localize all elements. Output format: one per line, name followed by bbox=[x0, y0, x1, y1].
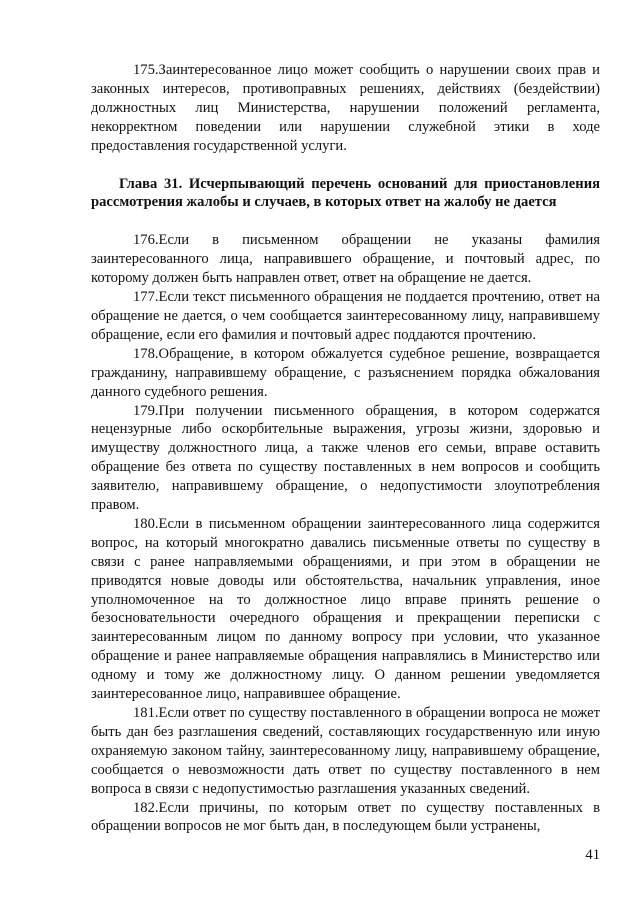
paragraph-177: 177.Если текст письменного обращения не поддается прочтению, ответ на обращение не дается, о чем сообщается заинтересованному лицу, направившему обращение, если его фамилия и почтовый адрес поддаются прочтению. bbox=[91, 289, 600, 343]
page-number: 41 bbox=[585, 847, 600, 863]
paragraph-176: 176.Если в письменном обращении не указаны фамилия заинтересованного лица, направившего обращение, и почтовый адрес, по которому должен быть направлен ответ, ответ на обращение не дается. bbox=[91, 232, 600, 287]
spacer bbox=[91, 212, 600, 231]
paragraph-182: 182.Если причины, по которым ответ по существу поставленных в обращении вопросов не мог быть дан, в последующем были устранены, bbox=[91, 799, 600, 835]
paragraph-181: 181.Если ответ по существу поставленного в обращении вопроса не может быть дан без разглашения сведений, составляющих государственную или иную охраняемую законом тайну, заинтересованному лицу, направившему обращение, сообщается о невозможности дать ответ по существу поставленного в нем вопроса в связи с недопустимостью разглашения указанных сведений. bbox=[91, 705, 600, 797]
paragraph-179: 179.При получении письменного обращения, в котором содержатся нецензурные либо оскорбительные выражения, угрозы жизни, здоровью и имуществу должностного лица, а также членов его семьи, вправе оставить обращение без ответа по существу поставленных в нем вопросов и сообщить заявителю, направившему обращение, о недопустимости злоупотребления правом. bbox=[91, 402, 600, 514]
paragraph-175: 175.Заинтересованное лицо может сообщить о нарушении своих прав и законных интересов, противоправных решениях, действиях (бездействии) должностных лиц Министерства, нарушении положений регламента, некорректном поведении или нарушении служебной этики в ходе предоставления государственной услуги. bbox=[91, 62, 600, 154]
paragraph-180: 180.Если в письменном обращении заинтересованного лица содержится вопрос, на который многократно давались письменные ответы по существу в связи с ранее направляемыми обращениями, и при этом в обращении не приводятся новые доводы или обстоятельства, начальник управления, иное уполномоченное на то должностное лицо вправе принять решение о безосновательности очередного обращения и прекращении переписки с заинтересованным лицом по данному вопросу при условии, что указанное обращение и ранее направляемые обращения направлялись в Министерство или одному и тому же должностному лицу. О данном решении уведомляется заинтересованное лицо, направившее обращение. bbox=[91, 515, 600, 703]
chapter-heading: Глава 31. Исчерпывающий перечень оснований для приостановления рассмотрения жалобы и случаев, в которых ответ на жалобу не дается bbox=[91, 175, 600, 211]
paragraph-178: 178.Обращение, в котором обжалуется судебное решение, возвращается гражданину, направившему обращение, с разъяснением порядка обжалования данного судебного решения. bbox=[91, 345, 600, 400]
